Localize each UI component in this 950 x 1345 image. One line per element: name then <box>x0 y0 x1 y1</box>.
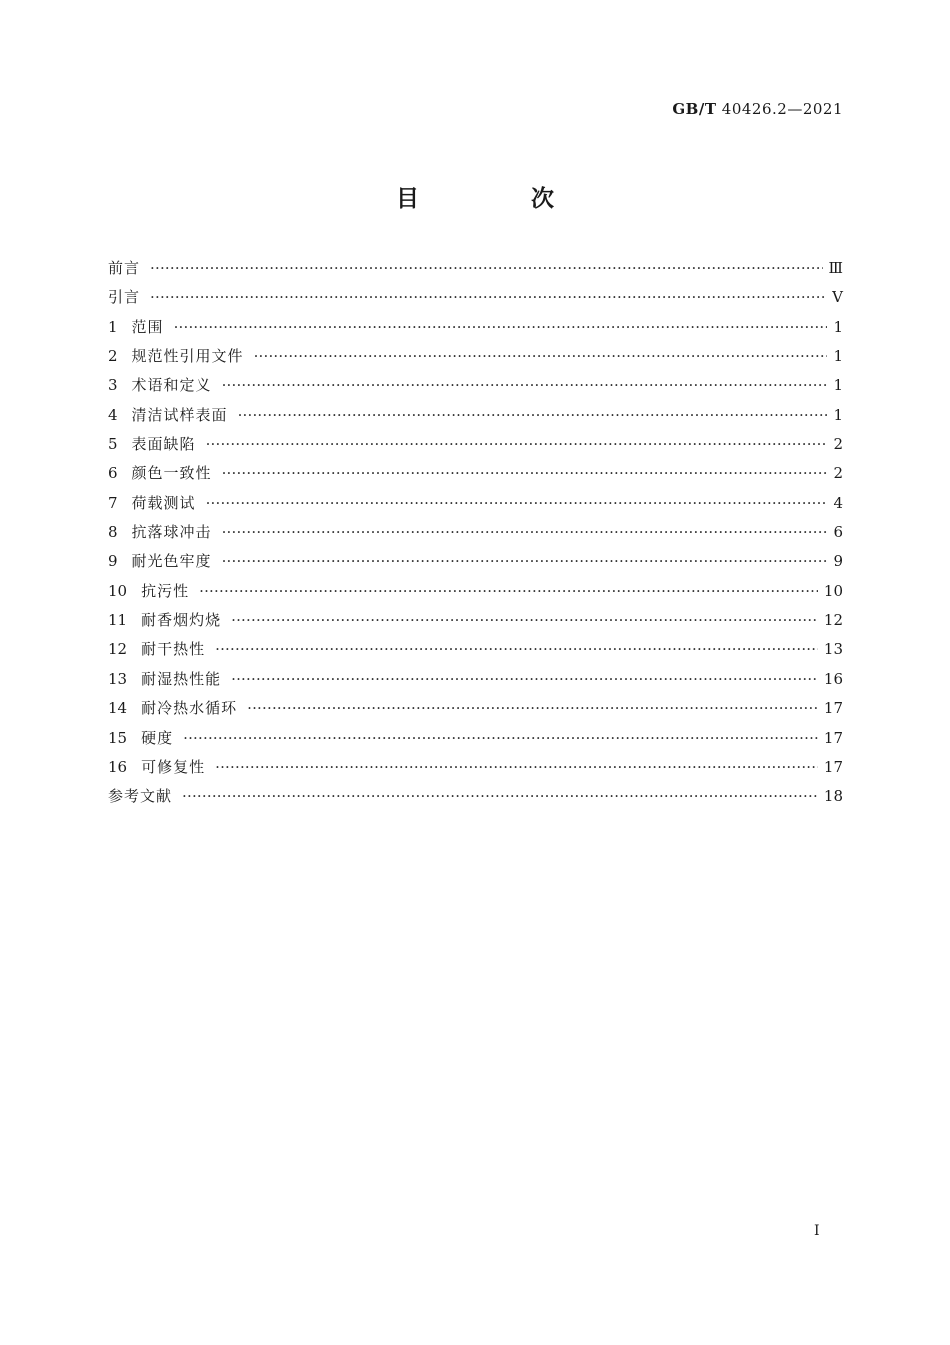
toc-leader-dots <box>247 699 818 717</box>
standard-code-prefix: GB/T <box>672 100 717 118</box>
toc-entry-page: 10 <box>823 581 843 600</box>
toc-entry-number: 13 <box>108 669 128 688</box>
toc-entry-label: 规范性引用文件 <box>131 347 244 366</box>
toc-leader-dots <box>206 494 827 512</box>
toc-leader-dots <box>222 376 827 394</box>
toc-entry-page: 6 <box>833 523 843 542</box>
toc-entry-number: 14 <box>108 699 128 718</box>
toc-entry-number: 11 <box>108 611 128 630</box>
toc-entry[interactable] <box>108 727 843 756</box>
toc-entry-number: 15 <box>108 728 128 747</box>
toc-entry-label: 耐香烟灼烧 <box>141 611 222 630</box>
toc-entry-page: 1 <box>833 376 843 395</box>
toc-leader-dots <box>215 640 818 658</box>
toc-entry-label: 耐冷热水循环 <box>141 699 238 718</box>
toc-leader-dots <box>238 406 827 424</box>
toc-leader-dots <box>254 347 827 365</box>
toc-entry[interactable] <box>108 316 843 345</box>
toc-entry-label: 耐湿热性能 <box>141 669 222 688</box>
toc-entry-number: 1 <box>108 317 118 336</box>
toc-leader-dots <box>222 552 827 570</box>
toc-entry-label: 耐光色牢度 <box>131 552 212 571</box>
toc-entry-label: 表面缺陷 <box>131 435 196 454</box>
toc-entry-label: 抗落球冲击 <box>131 523 212 542</box>
toc-entry-label: 参考文献 <box>108 787 173 806</box>
toc-entry[interactable] <box>108 433 843 462</box>
toc-entry-number: 5 <box>108 435 118 454</box>
toc-entry-page: 18 <box>823 787 843 806</box>
toc-entry-page: Ⅴ <box>832 288 843 307</box>
toc-leader-dots <box>174 318 827 336</box>
toc-entry-page: 9 <box>833 552 843 571</box>
toc-leader-dots <box>183 729 818 747</box>
toc-entry-number: 3 <box>108 376 118 395</box>
toc-entry[interactable] <box>108 345 843 374</box>
toc-entry-label: 术语和定义 <box>131 376 212 395</box>
toc-entry[interactable] <box>108 257 843 286</box>
toc-leader-dots <box>206 435 827 453</box>
toc-entry-number: 12 <box>108 640 128 659</box>
toc-leader-dots <box>150 259 823 277</box>
toc-entry[interactable] <box>108 492 843 521</box>
toc-entry-label: 前言 <box>108 259 141 277</box>
toc-entry-number: 7 <box>108 493 118 512</box>
toc-entry[interactable] <box>108 697 843 726</box>
toc-entry-page: 13 <box>823 640 843 659</box>
toc-leader-dots <box>215 758 818 776</box>
toc-leader-dots <box>150 288 826 306</box>
toc-entry[interactable] <box>108 374 843 403</box>
toc-entry[interactable] <box>108 638 843 667</box>
toc-entry-label: 硬度 <box>141 728 174 747</box>
toc-entry[interactable] <box>108 286 843 315</box>
toc-entry-page: 4 <box>833 493 843 512</box>
toc-entry-page: 12 <box>823 611 843 630</box>
table-of-contents <box>108 257 843 815</box>
toc-entry-page: 16 <box>823 669 843 688</box>
page-number: I <box>814 1223 820 1239</box>
toc-entry-label: 可修复性 <box>141 757 206 776</box>
toc-leader-dots <box>231 670 818 688</box>
toc-entry-page: 1 <box>833 347 843 366</box>
toc-leader-dots <box>222 523 827 541</box>
toc-entry-label: 耐干热性 <box>141 640 206 659</box>
toc-entry[interactable] <box>108 550 843 579</box>
toc-entry[interactable] <box>108 462 843 491</box>
standard-code-number: 40426.2—2021 <box>721 100 843 118</box>
toc-entry[interactable] <box>108 404 843 433</box>
toc-entry-page: 17 <box>823 757 843 776</box>
toc-entry-number: 4 <box>108 405 118 424</box>
standard-code <box>672 100 843 118</box>
toc-entry-number: 6 <box>108 464 118 483</box>
toc-entry[interactable] <box>108 609 843 638</box>
toc-leader-dots <box>222 464 827 482</box>
toc-entry[interactable] <box>108 756 843 785</box>
toc-entry[interactable] <box>108 668 843 697</box>
toc-entry-page: Ⅲ <box>828 259 843 277</box>
toc-leader-dots <box>182 787 818 805</box>
toc-entry-page: 2 <box>833 464 843 483</box>
toc-entry-page: 1 <box>833 405 843 424</box>
toc-entry-number: 2 <box>108 347 118 366</box>
toc-entry[interactable] <box>108 785 843 814</box>
toc-entry-number: 16 <box>108 757 128 776</box>
toc-entry-label: 清洁试样表面 <box>131 405 228 424</box>
toc-entry[interactable] <box>108 521 843 550</box>
toc-entry-number: 8 <box>108 523 118 542</box>
toc-entry-page: 1 <box>833 317 843 336</box>
toc-leader-dots <box>231 611 818 629</box>
toc-leader-dots <box>199 582 818 600</box>
toc-entry-number: 9 <box>108 552 118 571</box>
toc-entry-page: 17 <box>823 699 843 718</box>
toc-entry-label: 抗污性 <box>141 581 190 600</box>
toc-title: 目 次 <box>395 186 606 212</box>
toc-entry-label: 荷载测试 <box>131 493 196 512</box>
toc-entry-page: 17 <box>823 728 843 747</box>
toc-entry-page: 2 <box>833 435 843 454</box>
toc-entry-label: 颜色一致性 <box>131 464 212 483</box>
toc-entry-label: 引言 <box>108 288 141 307</box>
toc-entry-number: 10 <box>108 581 128 600</box>
toc-entry[interactable] <box>108 580 843 609</box>
toc-entry-label: 范围 <box>131 317 164 336</box>
